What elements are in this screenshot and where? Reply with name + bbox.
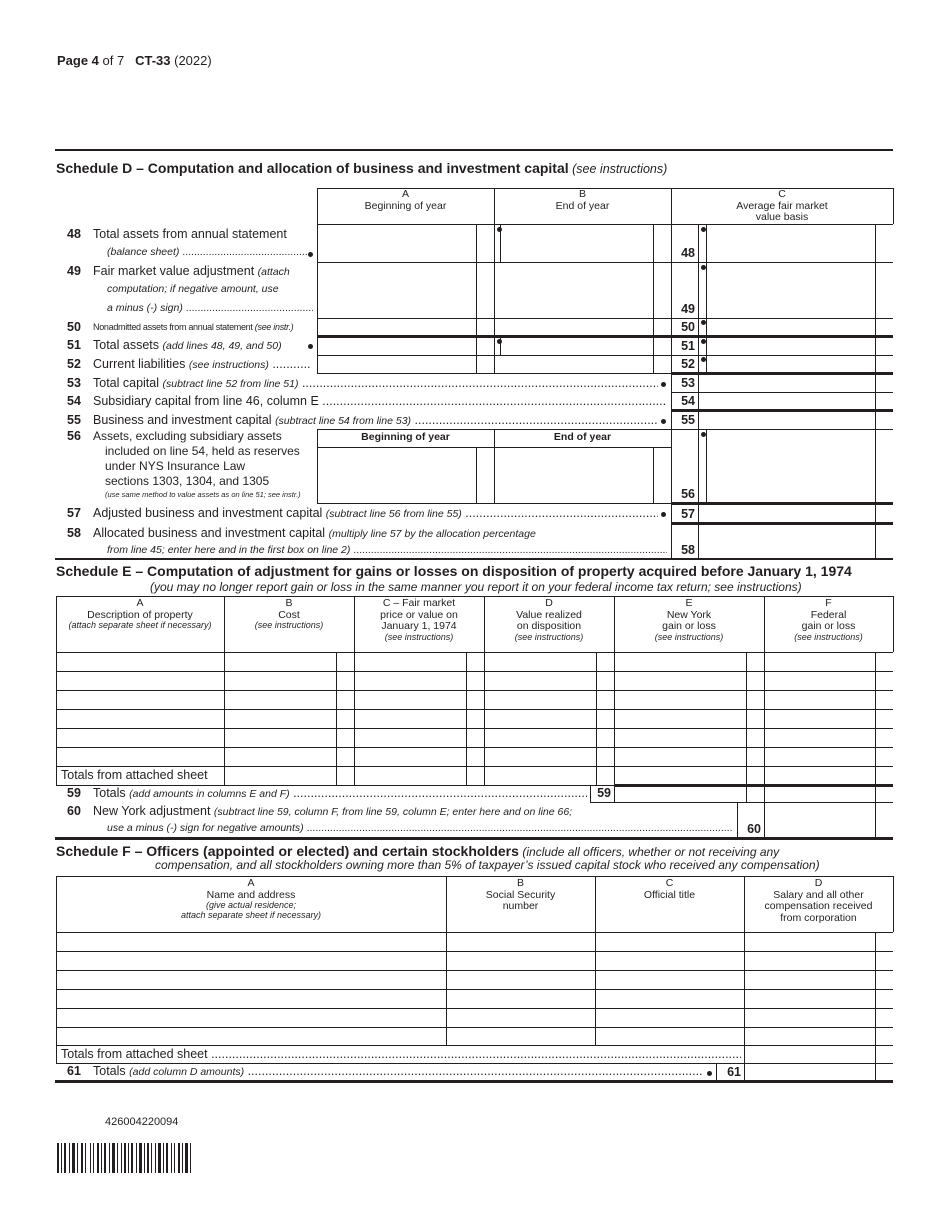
barcode-number: 426004220094 bbox=[105, 1116, 179, 1128]
e-cell-field[interactable] bbox=[765, 653, 875, 671]
barcode-bar bbox=[128, 1143, 129, 1173]
col-letter: B bbox=[578, 188, 586, 200]
line-58-label bbox=[93, 526, 536, 541]
line-48-number: 48 bbox=[67, 227, 81, 241]
bullet-icon bbox=[701, 339, 706, 344]
e-cell-field[interactable] bbox=[355, 653, 466, 671]
rule bbox=[893, 596, 894, 652]
line-61-note: (add column D amounts) bbox=[129, 1066, 245, 1078]
e-cell-field[interactable] bbox=[615, 748, 746, 766]
col-label: E bbox=[685, 597, 693, 609]
barcode-bar bbox=[109, 1143, 110, 1173]
e-cell-field[interactable] bbox=[485, 729, 596, 747]
line-56-label-2: included on line 54, held as reserves bbox=[105, 444, 300, 458]
col-label: price or value on bbox=[380, 608, 458, 621]
line-56-note: (use same method to value assets as on line 51; see instr.) bbox=[105, 490, 301, 499]
barcode-bar bbox=[171, 1143, 172, 1173]
col-label: Official title bbox=[643, 888, 696, 901]
line-59-text: Totals bbox=[93, 786, 126, 800]
barcode-bar bbox=[174, 1143, 175, 1173]
line-53-number: 53 bbox=[67, 376, 81, 390]
line-number-box-label: 57 bbox=[681, 507, 695, 521]
f-cell-field[interactable] bbox=[745, 933, 875, 950]
e-cell-field[interactable] bbox=[57, 672, 224, 690]
col-label: Cost bbox=[278, 608, 300, 621]
e-cell-field[interactable] bbox=[355, 729, 466, 747]
col-label: gain or loss bbox=[662, 620, 716, 633]
e-cell-field[interactable] bbox=[57, 653, 224, 671]
e-cell-field[interactable] bbox=[485, 710, 596, 728]
rule bbox=[698, 224, 699, 559]
f-cell-field[interactable] bbox=[57, 971, 446, 988]
f-cell-field[interactable] bbox=[596, 933, 744, 950]
barcode-bar bbox=[155, 1143, 156, 1173]
line-59-number: 59 bbox=[67, 786, 81, 800]
barcode-bar bbox=[178, 1143, 180, 1173]
e-cell-field[interactable] bbox=[57, 748, 224, 766]
rule bbox=[55, 149, 893, 151]
f-col-a-header bbox=[56, 878, 446, 921]
line-52-number: 52 bbox=[67, 357, 81, 371]
line-48-note: (balance sheet) ..... bbox=[107, 246, 307, 259]
barcode-bar bbox=[97, 1143, 99, 1173]
col-label: (see instructions) bbox=[254, 620, 324, 631]
f-cell-field[interactable] bbox=[57, 990, 446, 1007]
col-c-field[interactable] bbox=[706, 429, 875, 503]
e-col-header bbox=[354, 598, 484, 643]
line-51-label bbox=[93, 338, 282, 353]
barcode-bar bbox=[166, 1143, 168, 1173]
col-c-field[interactable] bbox=[706, 503, 875, 523]
col-a-header bbox=[317, 189, 494, 212]
e-cell-field[interactable] bbox=[225, 653, 336, 671]
f-cell-field[interactable] bbox=[745, 952, 875, 969]
e-cell-field[interactable] bbox=[57, 767, 224, 785]
line-59-e-field[interactable] bbox=[615, 786, 746, 802]
line-55-label bbox=[93, 413, 658, 428]
bullet-icon bbox=[707, 1071, 712, 1076]
line-58-note-2: from line 45; enter here and in the first box on line 2) ..... bbox=[107, 544, 667, 557]
bullet-icon bbox=[701, 320, 706, 325]
line-56-label-1: Assets, excluding subsidiary assets bbox=[93, 429, 282, 443]
schedule-e-title: Schedule E – Computation of adjustment for gains or losses on disposition of property acquired before January 1, 1974 bbox=[56, 563, 852, 579]
line-51-text: Total assets bbox=[93, 338, 160, 352]
col-a-field[interactable] bbox=[317, 262, 476, 318]
barcode-bar bbox=[117, 1143, 118, 1173]
f-col-c-header bbox=[595, 878, 744, 901]
barcode-bar bbox=[61, 1143, 62, 1173]
bullet-icon bbox=[701, 357, 706, 362]
f-cell-field[interactable] bbox=[447, 971, 595, 988]
barcode-bar bbox=[69, 1143, 70, 1173]
bullet-icon bbox=[701, 227, 706, 232]
col-label: from corporation bbox=[780, 911, 857, 924]
e-cell-field[interactable] bbox=[765, 729, 875, 747]
f-cell-field[interactable] bbox=[596, 1028, 744, 1045]
line-56-label-4: sections 1303, 1304, and 1305 bbox=[105, 474, 270, 488]
col-letter: A bbox=[247, 877, 255, 889]
line-number-box-label: 48 bbox=[681, 246, 695, 260]
col-label: Social Security bbox=[485, 888, 556, 901]
f-cell-field[interactable] bbox=[596, 1009, 744, 1026]
col-label: B bbox=[285, 597, 293, 609]
line-number-box-label: 49 bbox=[681, 302, 695, 316]
f-cell-field[interactable] bbox=[447, 1028, 595, 1045]
line-61-text: Totals bbox=[93, 1064, 126, 1078]
col-b-field[interactable] bbox=[494, 355, 653, 373]
barcode-bar bbox=[85, 1143, 86, 1173]
e-cell-field[interactable] bbox=[765, 672, 875, 690]
barcode-bar bbox=[131, 1143, 133, 1173]
col-c-header bbox=[671, 189, 893, 224]
line-49-number: 49 bbox=[67, 264, 81, 278]
col-a-field[interactable] bbox=[317, 224, 476, 262]
col-label: compensation received bbox=[764, 900, 873, 913]
f-cell-field[interactable] bbox=[57, 1009, 446, 1026]
col-label: (attach separate sheet if necessary) bbox=[68, 620, 212, 631]
col-label: New York bbox=[666, 608, 712, 621]
e-cell-field[interactable] bbox=[485, 691, 596, 709]
f-cell-field[interactable] bbox=[57, 1028, 446, 1045]
col-label: Beginning of year bbox=[364, 199, 447, 212]
col-label: A bbox=[136, 597, 144, 609]
line-number-box-label: 54 bbox=[681, 394, 695, 408]
e-cell-field[interactable] bbox=[355, 691, 466, 709]
col-label: on disposition bbox=[516, 620, 582, 633]
barcode bbox=[57, 1143, 239, 1173]
line-53-note: (subtract line 52 from line 51) bbox=[162, 378, 299, 390]
line-57-label bbox=[93, 506, 658, 521]
line-61-label bbox=[93, 1064, 703, 1079]
f-cell-field[interactable] bbox=[447, 990, 595, 1007]
col-label: Federal bbox=[810, 608, 847, 621]
e-cell-field[interactable] bbox=[615, 653, 746, 671]
barcode-bar bbox=[139, 1143, 142, 1173]
col-b-header bbox=[494, 189, 671, 212]
bullet-icon bbox=[661, 419, 666, 424]
line-57-text: Adjusted business and investment capital bbox=[93, 506, 323, 520]
rule bbox=[893, 876, 894, 932]
line-51-number: 51 bbox=[67, 338, 81, 352]
f-cell-field[interactable] bbox=[447, 933, 595, 950]
line-number-box-label: 53 bbox=[681, 376, 695, 390]
line-60-number: 60 bbox=[67, 804, 81, 818]
col-c-field[interactable] bbox=[706, 262, 875, 318]
barcode-bar bbox=[104, 1143, 106, 1173]
barcode-bar bbox=[112, 1143, 115, 1173]
e-cell-field[interactable] bbox=[225, 748, 336, 766]
line-49-note-2: computation; if negative amount, use bbox=[107, 283, 279, 295]
barcode-bar bbox=[101, 1143, 102, 1173]
bullet-icon bbox=[701, 265, 706, 270]
e-cell-field[interactable] bbox=[615, 691, 746, 709]
col-a-field[interactable] bbox=[317, 355, 476, 373]
line-56-col-b-field[interactable] bbox=[494, 447, 653, 503]
e-cell-field[interactable] bbox=[225, 767, 336, 785]
f-cell-field[interactable] bbox=[596, 971, 744, 988]
col-label: January 1, 1974 bbox=[381, 620, 457, 633]
line-49-note: (attach bbox=[257, 266, 290, 278]
line-55-text: Business and investment capital bbox=[93, 413, 272, 427]
line-number-box-label: 58 bbox=[681, 543, 695, 557]
f-cell-field[interactable] bbox=[745, 1009, 875, 1026]
e-col-header bbox=[56, 598, 224, 631]
barcode-bar bbox=[90, 1143, 91, 1173]
col-b-field[interactable] bbox=[494, 224, 653, 262]
barcode-bar bbox=[185, 1143, 188, 1173]
col-label: D bbox=[545, 597, 553, 609]
barcode-bar bbox=[136, 1143, 137, 1173]
col-letter: C bbox=[665, 877, 674, 889]
col-label: value basis bbox=[755, 211, 809, 224]
col-c-field[interactable] bbox=[706, 523, 875, 559]
col-a-field[interactable] bbox=[317, 336, 476, 355]
line-48-label: Total assets from annual statement bbox=[93, 227, 287, 241]
col-c-field[interactable] bbox=[706, 336, 875, 355]
line-59-label bbox=[93, 786, 587, 801]
schedule-f-note-2: compensation, and all stockholders owning more than 5% of taxpayer’s issued capital stock who received any compensation) bbox=[155, 858, 820, 872]
line-50-label bbox=[93, 322, 293, 333]
line-60-field[interactable] bbox=[765, 803, 875, 838]
f-cell-field[interactable] bbox=[57, 933, 446, 950]
barcode-bar bbox=[64, 1143, 66, 1173]
line-60-text: New York adjustment bbox=[93, 804, 211, 818]
page-number: Page 4 bbox=[57, 53, 99, 68]
e-cell-field[interactable] bbox=[225, 672, 336, 690]
e-cell-field[interactable] bbox=[225, 710, 336, 728]
f-cell-field[interactable] bbox=[596, 952, 744, 969]
e-cell-field[interactable] bbox=[765, 691, 875, 709]
line-53-text: Total capital bbox=[93, 376, 160, 390]
f-cell-field[interactable] bbox=[596, 990, 744, 1007]
line-number-box-label: 51 bbox=[681, 339, 695, 353]
col-c-field[interactable] bbox=[706, 373, 875, 392]
col-letter: A bbox=[401, 188, 409, 200]
form-id: CT-33 bbox=[135, 53, 171, 68]
col-label: Name and address bbox=[206, 888, 296, 901]
col-letter: C bbox=[778, 188, 786, 200]
page-of: of 7 bbox=[102, 53, 125, 68]
schedule-d-note: (see instructions) bbox=[572, 162, 668, 176]
col-label: Value realized bbox=[516, 608, 582, 621]
line-52-note: (see instructions) bbox=[188, 359, 269, 371]
f-totals-attached-field[interactable] bbox=[745, 1046, 875, 1063]
col-c-field[interactable] bbox=[706, 355, 875, 373]
line-number-box-label: 52 bbox=[681, 357, 695, 371]
e-cell-field[interactable] bbox=[485, 672, 596, 690]
bullet-icon bbox=[497, 339, 502, 344]
line-56-col-a-field[interactable] bbox=[317, 447, 476, 503]
line-56-col-b: End of year bbox=[553, 431, 612, 443]
col-label: number bbox=[502, 900, 539, 913]
col-label: (see instructions) bbox=[654, 631, 724, 642]
schedule-d-heading: Schedule D – Computation and allocation of business and investment capital bbox=[56, 160, 569, 176]
line-57-note: (subtract line 56 from line 55) bbox=[325, 508, 462, 520]
line-60-note-2: use a minus (-) sign for negative amounts) ..... bbox=[107, 822, 732, 835]
col-a-field[interactable] bbox=[317, 318, 476, 336]
e-cell-field[interactable] bbox=[765, 710, 875, 728]
line-54-number: 54 bbox=[67, 394, 81, 408]
line-number-box-label: 50 bbox=[681, 320, 695, 334]
e-cell-field[interactable] bbox=[615, 672, 746, 690]
bullet-icon bbox=[661, 512, 666, 517]
col-label: Description of property bbox=[87, 608, 193, 621]
e-cell-field[interactable] bbox=[615, 710, 746, 728]
col-label: gain or loss bbox=[801, 620, 856, 633]
line-52-text: Current liabilities bbox=[93, 357, 186, 371]
e-cell-field[interactable] bbox=[615, 767, 746, 785]
page-header bbox=[57, 53, 212, 69]
e-cell-field[interactable] bbox=[355, 672, 466, 690]
schedule-f-totals-attached: Totals from attached sheet ..... bbox=[61, 1047, 741, 1062]
line-number-box-label: 55 bbox=[681, 413, 695, 427]
line-number-box-label: 60 bbox=[747, 822, 761, 836]
line-number-box-label: 61 bbox=[727, 1065, 741, 1079]
line-54-label: Subsidiary capital from line 46, column E ..... bbox=[93, 394, 665, 409]
f-cell-field[interactable] bbox=[745, 971, 875, 988]
line-61-field[interactable] bbox=[745, 1064, 875, 1081]
col-label: (see instructions) bbox=[514, 631, 584, 642]
col-label: F bbox=[825, 597, 832, 609]
line-50-text: Nonadmitted assets from annual statement bbox=[93, 322, 253, 332]
col-c-field[interactable] bbox=[706, 318, 875, 336]
schedule-e-subtitle: (you may no longer report gain or loss in the same manner you report it on your federal income tax return; see instructions) bbox=[150, 580, 802, 594]
barcode-bar bbox=[147, 1143, 149, 1173]
col-note: attach separate sheet if necessary) bbox=[180, 909, 322, 920]
line-53-label bbox=[93, 376, 658, 391]
barcode-bar bbox=[77, 1143, 78, 1173]
rule bbox=[56, 596, 893, 597]
bullet-icon bbox=[661, 382, 666, 387]
e-cell-field[interactable] bbox=[765, 767, 875, 785]
bullet-icon bbox=[308, 344, 313, 349]
line-56-label-3: under NYS Insurance Law bbox=[105, 459, 246, 473]
e-cell-field[interactable] bbox=[57, 691, 224, 709]
line-61-number: 61 bbox=[67, 1064, 81, 1078]
line-56-number: 56 bbox=[67, 429, 81, 443]
barcode-bar bbox=[81, 1143, 83, 1173]
e-cell-field[interactable] bbox=[355, 748, 466, 766]
col-label: (see instructions) bbox=[794, 631, 863, 642]
form-year: (2022) bbox=[174, 53, 212, 68]
line-49-note-3: a minus (-) sign) ..... bbox=[107, 302, 313, 315]
line-52-label bbox=[93, 357, 311, 372]
bullet-icon bbox=[497, 227, 502, 232]
e-cell-field[interactable] bbox=[355, 767, 466, 785]
line-50-number: 50 bbox=[67, 320, 81, 334]
line-59-f-field[interactable] bbox=[765, 786, 875, 802]
line-58-text: Allocated business and investment capital bbox=[93, 526, 326, 540]
col-b-field[interactable] bbox=[494, 262, 653, 318]
barcode-bar bbox=[72, 1143, 75, 1173]
barcode-bar bbox=[121, 1143, 122, 1173]
line-49-text: Fair market value adjustment bbox=[93, 264, 255, 278]
barcode-bar bbox=[190, 1143, 191, 1173]
line-56-col-a: Beginning of year bbox=[361, 431, 450, 443]
e-cell-field[interactable] bbox=[57, 729, 224, 747]
col-label: (see instructions) bbox=[384, 631, 454, 642]
e-cell-field[interactable] bbox=[225, 729, 336, 747]
rule bbox=[893, 188, 894, 224]
barcode-bar bbox=[158, 1143, 161, 1173]
e-cell-field[interactable] bbox=[57, 710, 224, 728]
line-58-number: 58 bbox=[67, 526, 81, 540]
e-col-header bbox=[224, 598, 354, 631]
bullet-icon bbox=[701, 432, 706, 437]
e-cell-field[interactable] bbox=[225, 691, 336, 709]
f-cell-field[interactable] bbox=[57, 952, 446, 969]
col-label: Average fair market bbox=[736, 199, 828, 212]
line-55-number: 55 bbox=[67, 413, 81, 427]
col-b-field[interactable] bbox=[494, 336, 653, 355]
line-number-box-label: 59 bbox=[597, 786, 611, 800]
f-cell-field[interactable] bbox=[745, 990, 875, 1007]
e-cell-field[interactable] bbox=[485, 653, 596, 671]
line-49-label bbox=[93, 264, 290, 279]
line-58-note: (multiply line 57 by the allocation percentage bbox=[328, 528, 536, 540]
col-c-field[interactable] bbox=[706, 410, 875, 429]
col-c-field[interactable] bbox=[706, 224, 875, 262]
e-cell-field[interactable] bbox=[355, 710, 466, 728]
col-note: (give actual residence; bbox=[205, 900, 297, 911]
schedule-d-title bbox=[56, 160, 667, 177]
barcode-bar bbox=[93, 1143, 94, 1173]
barcode-bar bbox=[124, 1143, 126, 1173]
barcode-bar bbox=[57, 1143, 59, 1173]
schedule-f-heading: Schedule F – Officers (appointed or elected) and certain stockholders bbox=[56, 843, 519, 859]
schedule-e-totals-attached: Totals from attached sheet bbox=[61, 768, 208, 782]
barcode-bar bbox=[144, 1143, 145, 1173]
line-number-box-label: 56 bbox=[681, 487, 695, 501]
line-51-note: (add lines 48, 49, and 50) bbox=[162, 340, 282, 352]
e-col-header bbox=[764, 598, 893, 643]
rule bbox=[56, 876, 893, 877]
line-50-note: (see instr.) bbox=[254, 322, 294, 332]
bullet-icon bbox=[308, 252, 313, 257]
col-label: C – Fair market bbox=[382, 597, 456, 609]
barcode-bar bbox=[182, 1143, 183, 1173]
barcode-bar bbox=[151, 1143, 152, 1173]
schedule-f-note: (include all officers, whether or not receiving any bbox=[522, 845, 780, 859]
line-57-number: 57 bbox=[67, 506, 81, 520]
col-b-field[interactable] bbox=[494, 318, 653, 336]
f-cell-field[interactable] bbox=[447, 952, 595, 969]
f-col-b-header bbox=[446, 878, 595, 913]
col-letter: B bbox=[516, 877, 524, 889]
f-col-d-header bbox=[744, 878, 893, 924]
line-55-note: (subtract line 54 from line 53) bbox=[275, 415, 412, 427]
e-cell-field[interactable] bbox=[765, 748, 875, 766]
col-c-field[interactable] bbox=[706, 392, 875, 410]
rule bbox=[317, 188, 893, 189]
e-cell-field[interactable] bbox=[485, 767, 596, 785]
line-60-label bbox=[93, 804, 572, 819]
e-col-header bbox=[614, 598, 764, 643]
col-letter: D bbox=[814, 877, 823, 889]
f-cell-field[interactable] bbox=[745, 1028, 875, 1045]
col-label: Salary and all other bbox=[773, 888, 864, 901]
f-cell-field[interactable] bbox=[447, 1009, 595, 1026]
line-59-note: (add amounts in columns E and F) bbox=[129, 788, 290, 800]
e-col-header bbox=[484, 598, 614, 643]
e-cell-field[interactable] bbox=[615, 729, 746, 747]
col-label: End of year bbox=[555, 199, 610, 212]
line-60-note: (subtract line 59, column F, from line 59, column E; enter here and on line 66; bbox=[213, 806, 573, 818]
barcode-bar bbox=[163, 1143, 164, 1173]
e-cell-field[interactable] bbox=[485, 748, 596, 766]
